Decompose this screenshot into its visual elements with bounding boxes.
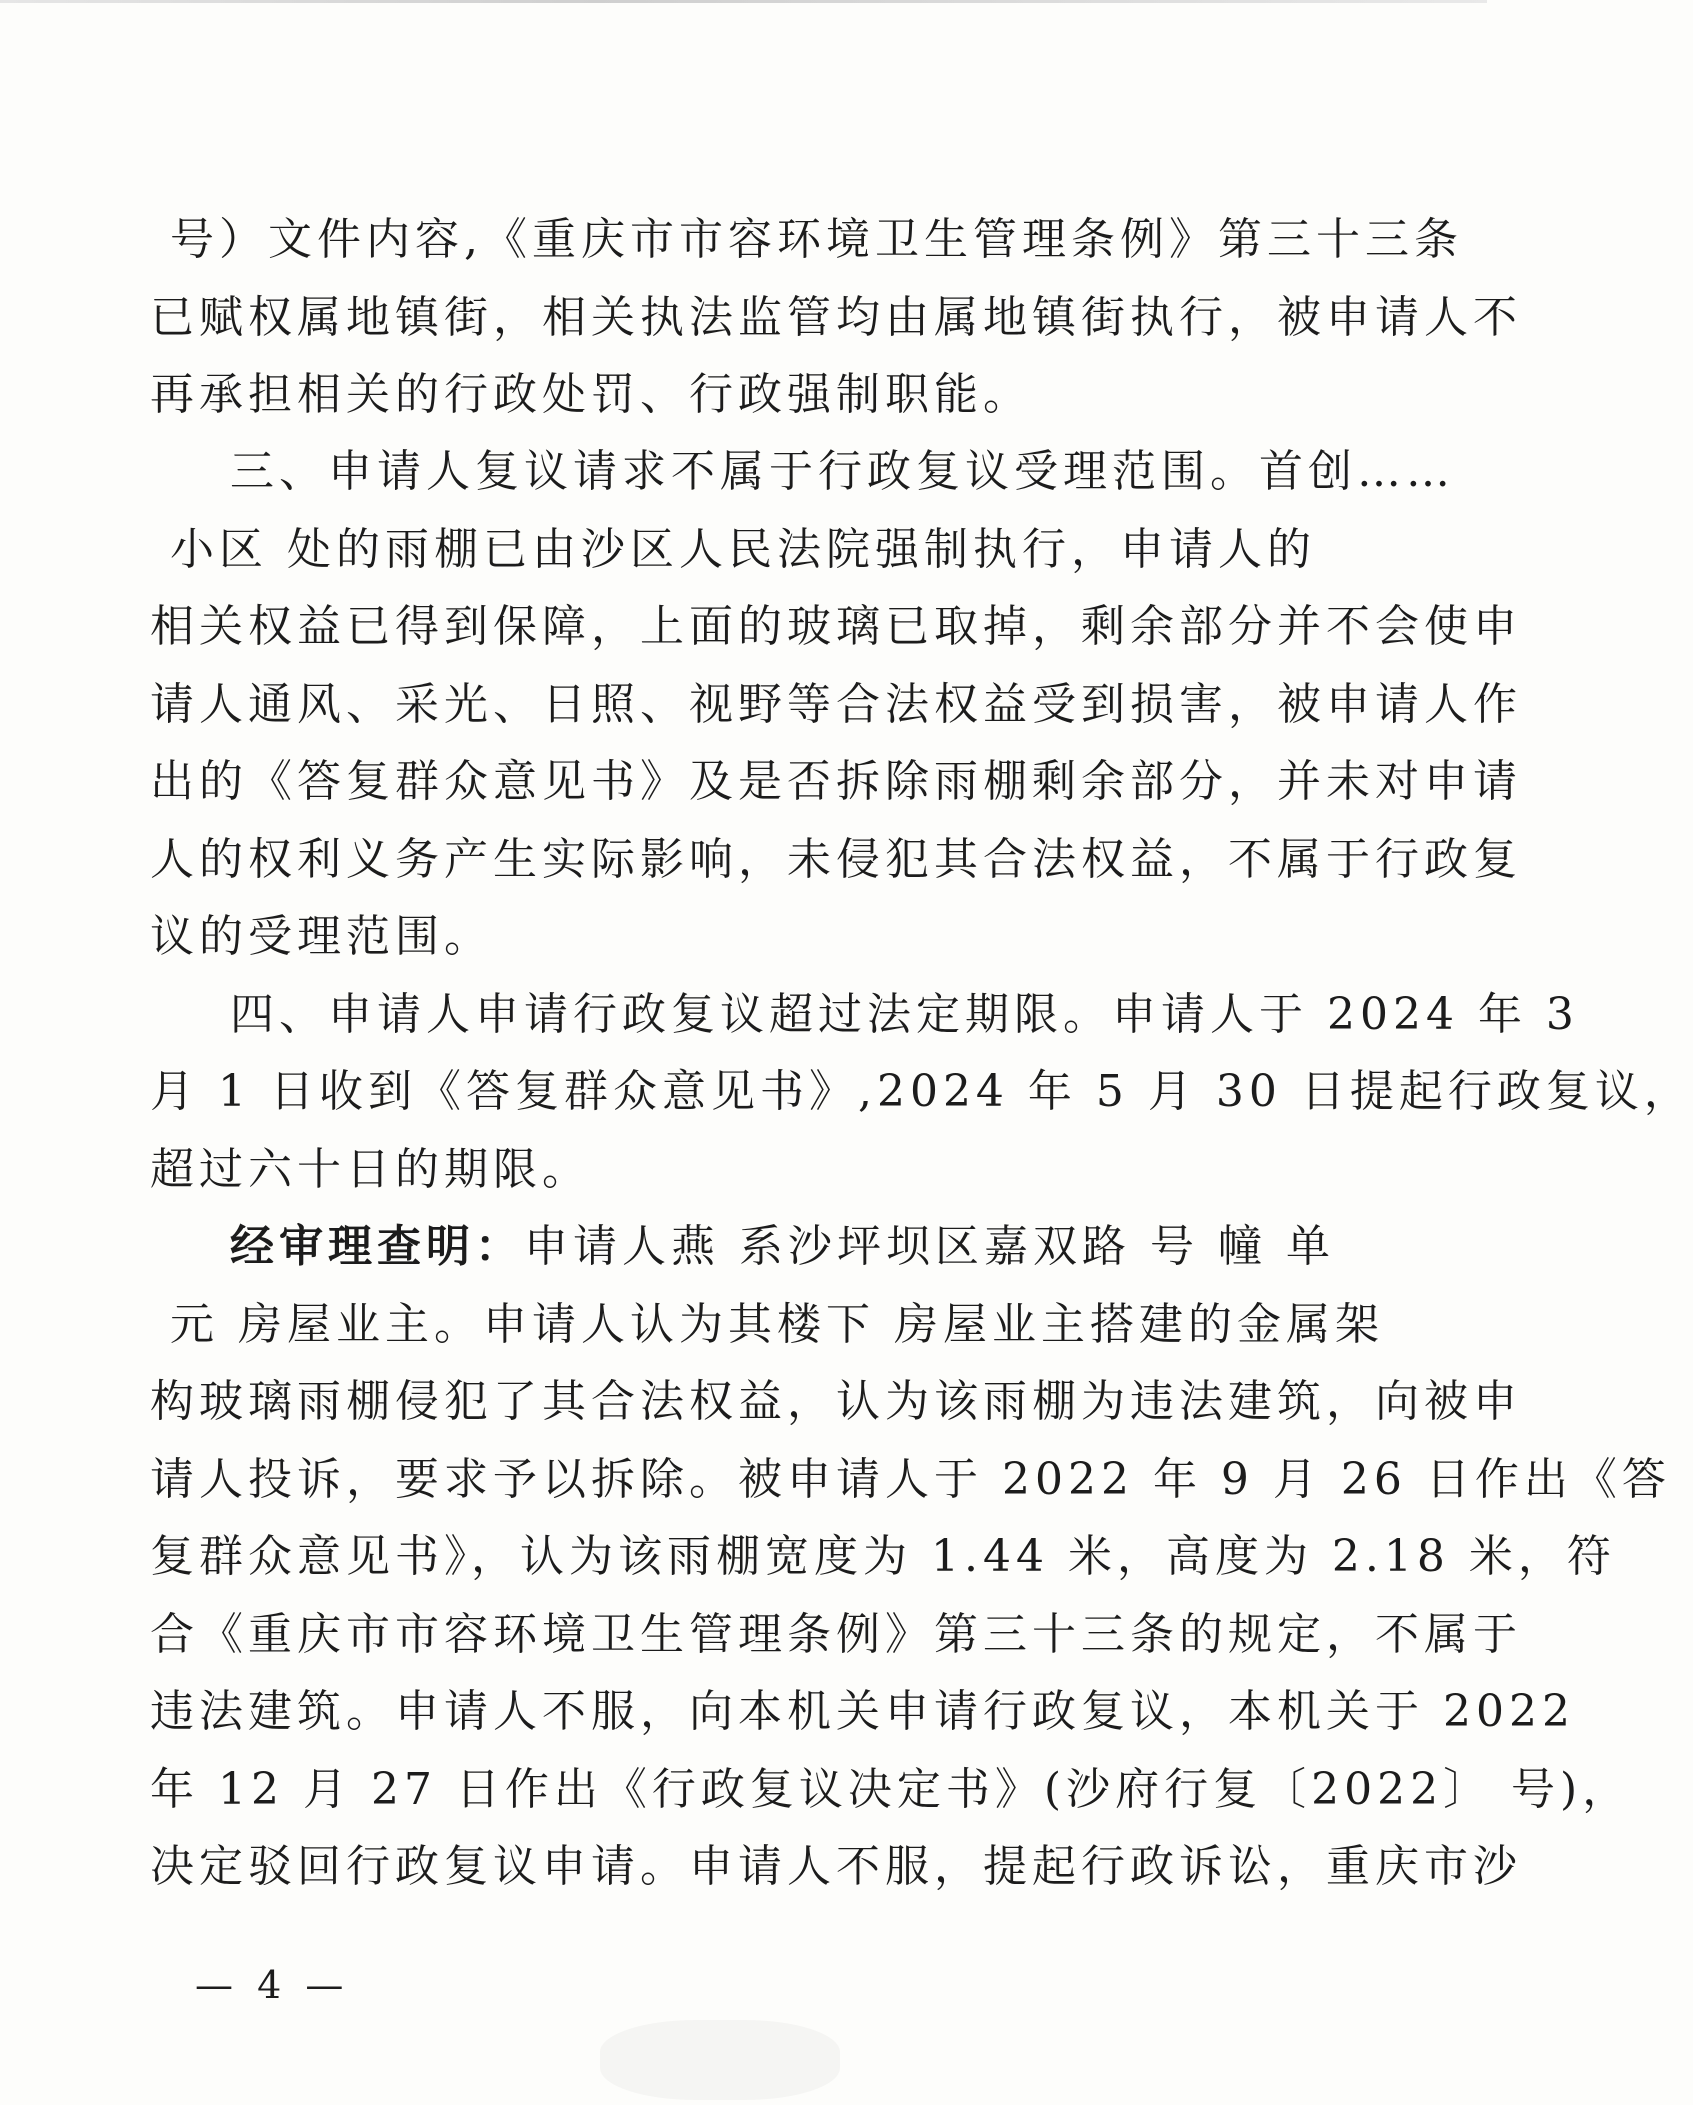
text-line: 再承担相关的行政处罚、行政强制职能。: [150, 369, 1032, 420]
text-line: 人的权利义务产生实际影响，未侵犯其合法权益，不属于行政复: [150, 834, 1522, 885]
finding-first-line-text: 申请人燕 系沙坪坝区嘉双路 号 幢 单: [524, 1221, 1335, 1272]
text-line: 四、申请人申请行政复议超过法定期限。申请人于 2024 年 3: [230, 989, 1579, 1040]
scan-smudge: [600, 2020, 840, 2100]
finding-heading: 经审理查明：: [230, 1221, 524, 1272]
text-line: 违法建筑。申请人不服，向本机关申请行政复议，本机关于 2022: [150, 1686, 1575, 1737]
text-line: 相关权益已得到保障，上面的玻璃已取掉，剩余部分并不会使申: [150, 601, 1522, 652]
text-line: 议的受理范围。: [150, 911, 493, 962]
page-number: — 4 —: [195, 1963, 350, 2007]
text-line: 请人通风、采光、日照、视野等合法权益受到损害，被申请人作: [150, 679, 1522, 730]
text-line: 合《重庆市市容环境卫生管理条例》第三十三条的规定，不属于: [150, 1609, 1522, 1660]
text-line: 决定驳回行政复议申请。申请人不服，提起行政诉讼，重庆市沙: [150, 1841, 1522, 1892]
text-line: 构玻璃雨棚侵犯了其合法权益，认为该雨棚为违法建筑，向被申: [150, 1376, 1522, 1427]
text-line: 超过六十日的期限。: [150, 1144, 591, 1195]
text-line: 复群众意见书》，认为该雨棚宽度为 1.44 米，高度为 2.18 米，符: [150, 1531, 1616, 1582]
text-line: 出的《答复群众意见书》及是否拆除雨棚剩余部分，并未对申请: [150, 756, 1522, 807]
text-line: 元 房屋业主。申请人认为其楼下 房屋业主搭建的金属架: [170, 1299, 1384, 1350]
text-line: 已赋权属地镇街，相关执法监管均由属地镇街执行，被申请人不: [150, 292, 1522, 343]
text-line: 小区 处的雨棚已由沙区人民法院强制执行，申请人的: [170, 524, 1316, 575]
finding-first-line: [230, 1217, 1350, 1277]
text-line: 号）文件内容,《重庆市市容环境卫生管理条例》第三十三条: [170, 214, 1463, 265]
text-line: 年 12 月 27 日作出《行政复议决定书》(沙府行复〔2022〕 号)，: [150, 1764, 1632, 1815]
text-line: 请人投诉，要求予以拆除。被申请人于 2022 年 9 月 26 日作出《答: [150, 1454, 1671, 1505]
text-line: 三、申请人复议请求不属于行政复议受理范围。首创……: [230, 446, 1455, 497]
text-line: 月 1 日收到《答复群众意见书》,2024 年 5 月 30 日提起行政复议，: [150, 1066, 1693, 1117]
